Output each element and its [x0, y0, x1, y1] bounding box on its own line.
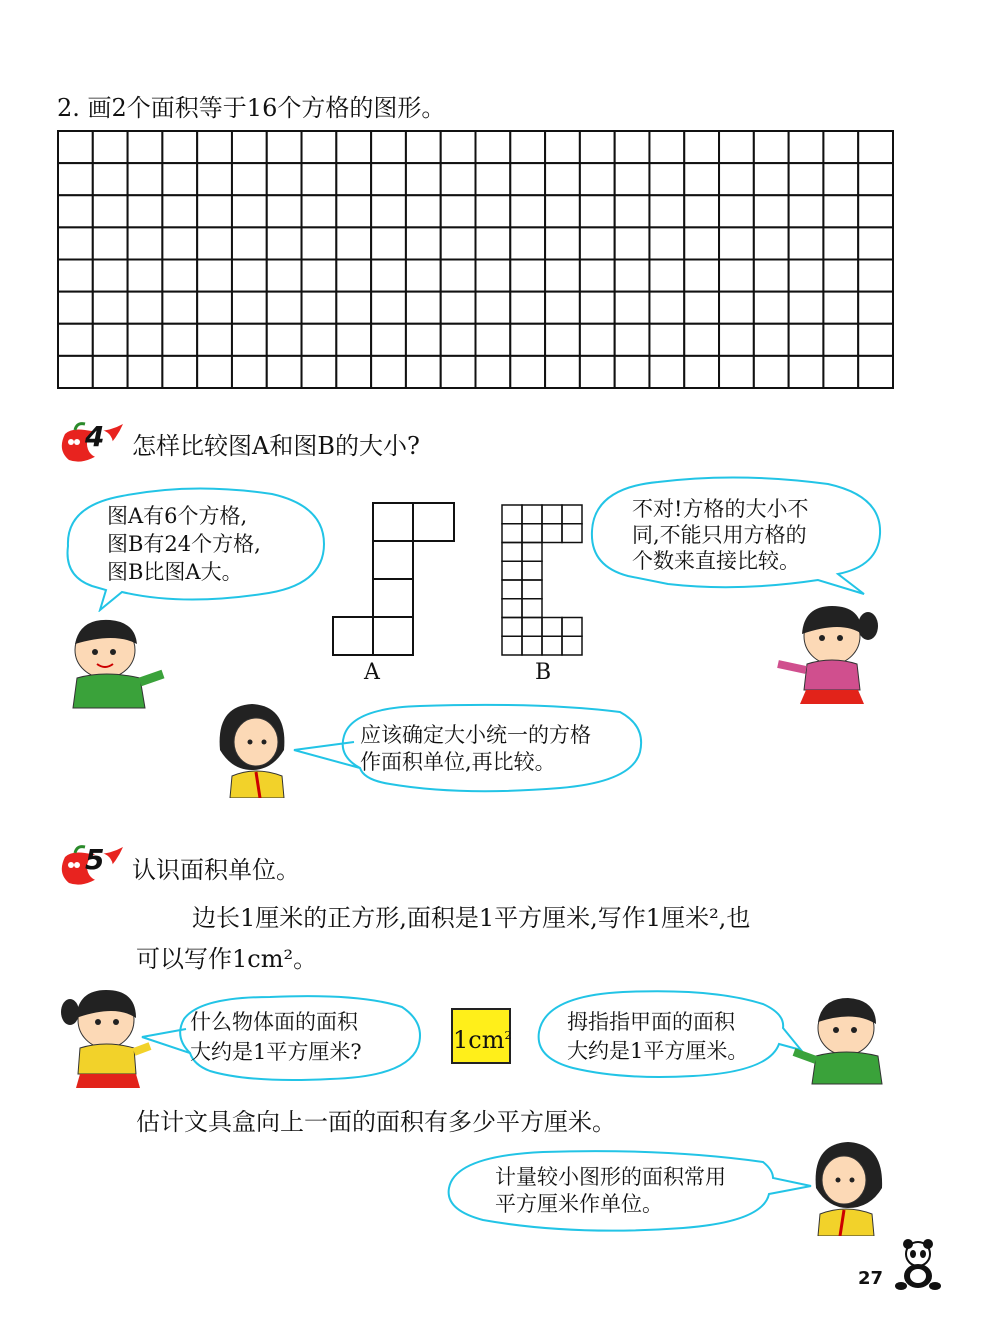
grid-cell[interactable]	[858, 195, 893, 227]
grid-cell[interactable]	[197, 260, 232, 292]
grid-cell[interactable]	[162, 227, 197, 259]
grid-cell[interactable]	[58, 356, 93, 388]
boy-speech-bubble	[62, 486, 328, 612]
boy-thumb-illustration	[788, 992, 898, 1087]
grid-cell[interactable]	[823, 356, 858, 388]
grid-cell[interactable]	[615, 163, 650, 195]
grid-cell[interactable]	[684, 292, 719, 324]
grid-cell[interactable]	[267, 260, 302, 292]
grid-cell[interactable]	[719, 356, 754, 388]
grid-cell[interactable]	[232, 163, 267, 195]
grid-cell[interactable]	[232, 260, 267, 292]
shape-b-cell	[522, 599, 542, 618]
grid-cell[interactable]	[336, 260, 371, 292]
grid-cell[interactable]	[789, 260, 824, 292]
grid-cell[interactable]	[789, 195, 824, 227]
grid-cell[interactable]	[232, 131, 267, 163]
grid-cell[interactable]	[649, 131, 684, 163]
girl-pointing-illustration	[58, 982, 153, 1092]
grid-cell[interactable]	[719, 163, 754, 195]
grid-cell[interactable]	[406, 260, 441, 292]
grid-cell[interactable]	[580, 195, 615, 227]
grid-cell[interactable]	[232, 356, 267, 388]
shape-b-cell	[562, 618, 582, 637]
section-4-title: 怎样比较图A和图B的大小?	[132, 432, 420, 460]
grid-cell[interactable]	[476, 292, 511, 324]
grid-cell[interactable]	[267, 292, 302, 324]
grid-cell[interactable]	[371, 260, 406, 292]
shape-b-cell	[562, 636, 582, 655]
grid-cell[interactable]	[162, 260, 197, 292]
grid-cell[interactable]	[371, 131, 406, 163]
grid-cell[interactable]	[510, 324, 545, 356]
panda-icon	[893, 1238, 943, 1292]
grid-cell[interactable]	[476, 227, 511, 259]
grid-cell[interactable]	[858, 260, 893, 292]
grid-cell[interactable]	[684, 227, 719, 259]
grid-cell[interactable]	[58, 324, 93, 356]
grid-cell[interactable]	[789, 356, 824, 388]
grid-cell[interactable]	[684, 324, 719, 356]
grid-cell[interactable]	[58, 195, 93, 227]
grid-cell[interactable]	[476, 356, 511, 388]
bubble-line: 同,不能只用方格的	[632, 523, 807, 547]
shape-b-cell	[562, 524, 582, 543]
grid-cell[interactable]	[754, 260, 789, 292]
grid-cell[interactable]	[406, 163, 441, 195]
bubble-line: 个数来直接比较。	[632, 549, 800, 573]
grid-cell[interactable]	[302, 131, 337, 163]
grid-cell[interactable]	[649, 356, 684, 388]
grid-cell[interactable]	[858, 292, 893, 324]
teacher-illustration	[808, 1138, 890, 1236]
grid-cell[interactable]	[476, 260, 511, 292]
shape-b	[500, 503, 586, 658]
grid-cell[interactable]	[406, 227, 441, 259]
boy-answer-bubble	[533, 988, 803, 1080]
exercise-2-title: 2. 画2个面积等于16个方格的图形。	[57, 94, 446, 122]
bubble-line: 图B比图A大。	[107, 560, 243, 584]
shape-b-cell	[562, 505, 582, 524]
grid-cell[interactable]	[684, 163, 719, 195]
grid-cell[interactable]	[93, 195, 128, 227]
shape-b-cell	[502, 580, 522, 599]
grid-cell[interactable]	[162, 195, 197, 227]
grid-cell[interactable]	[615, 260, 650, 292]
boy-pointing-illustration	[55, 612, 170, 712]
grid-cell[interactable]	[162, 163, 197, 195]
grid-cell[interactable]	[406, 292, 441, 324]
grid-cell[interactable]	[789, 163, 824, 195]
grid-cell[interactable]	[441, 324, 476, 356]
grid-cell[interactable]	[371, 195, 406, 227]
grid-cell[interactable]	[545, 131, 580, 163]
shape-b-cell	[542, 524, 562, 543]
grid-cell[interactable]	[58, 131, 93, 163]
grid-cell[interactable]	[302, 356, 337, 388]
grid-cell[interactable]	[406, 195, 441, 227]
shape-b-cell	[522, 636, 542, 655]
grid-cell[interactable]	[719, 324, 754, 356]
unit-value: 1cm	[453, 1026, 505, 1054]
grid-cell[interactable]	[197, 195, 232, 227]
grid-cell[interactable]	[754, 324, 789, 356]
shape-b-cell	[542, 505, 562, 524]
grid-cell[interactable]	[754, 292, 789, 324]
grid-cell[interactable]	[789, 227, 824, 259]
grid-cell[interactable]	[336, 227, 371, 259]
one-square-centimeter-box	[451, 1008, 511, 1064]
grid-cell[interactable]	[823, 195, 858, 227]
grid-cell[interactable]	[615, 227, 650, 259]
grid-cell[interactable]	[510, 131, 545, 163]
grid-cell[interactable]	[336, 195, 371, 227]
grid-cell[interactable]	[858, 324, 893, 356]
grid-cell[interactable]	[441, 227, 476, 259]
shape-b-cell	[542, 618, 562, 637]
grid-cell[interactable]	[302, 227, 337, 259]
grid-cell[interactable]	[510, 163, 545, 195]
grid-cell[interactable]	[754, 195, 789, 227]
grid-cell[interactable]	[197, 163, 232, 195]
grid-cell[interactable]	[510, 356, 545, 388]
bubble-line: 大约是1平方厘米?	[190, 1040, 362, 1064]
grid-cell[interactable]	[823, 131, 858, 163]
grid-cell[interactable]	[823, 163, 858, 195]
grid-cell[interactable]	[128, 195, 163, 227]
grid-cell[interactable]	[197, 356, 232, 388]
grid-cell[interactable]	[858, 356, 893, 388]
grid-cell[interactable]	[336, 324, 371, 356]
grid-cell[interactable]	[162, 131, 197, 163]
teacher-speech-bubble	[290, 702, 648, 794]
section-number: 5	[85, 843, 105, 876]
grid-cell[interactable]	[719, 292, 754, 324]
bubble-line: 计量较小图形的面积常用	[495, 1165, 726, 1189]
grid-cell[interactable]	[302, 163, 337, 195]
grid-cell[interactable]	[580, 356, 615, 388]
grid-cell[interactable]	[336, 131, 371, 163]
shape-b-cell	[522, 618, 542, 637]
bubble-line: 作面积单位,再比较。	[360, 750, 556, 774]
estimate-question: 估计文具盒向上一面的面积有多少平方厘米。	[136, 1108, 616, 1136]
section-number: 4	[85, 420, 105, 453]
grid-cell[interactable]	[58, 292, 93, 324]
grid-cell[interactable]	[649, 324, 684, 356]
grid-cell[interactable]	[754, 227, 789, 259]
grid-cell[interactable]	[267, 131, 302, 163]
grid-cell[interactable]	[789, 324, 824, 356]
grid-cell[interactable]	[545, 324, 580, 356]
shape-b-cell	[502, 524, 522, 543]
grid-cell[interactable]	[719, 260, 754, 292]
page-number: 27	[858, 1268, 884, 1289]
grid-cell[interactable]	[615, 356, 650, 388]
drawing-grid[interactable]	[57, 130, 894, 389]
grid-cell[interactable]	[510, 195, 545, 227]
shape-a-label: A	[364, 660, 380, 685]
grid-cell[interactable]	[545, 356, 580, 388]
grid-cell[interactable]	[128, 324, 163, 356]
section-5-title: 认识面积单位。	[132, 856, 300, 884]
grid-cell[interactable]	[858, 163, 893, 195]
girl-speech-bubble	[588, 476, 884, 596]
shape-b-cell	[522, 505, 542, 524]
grid-cell[interactable]	[371, 227, 406, 259]
grid-cell[interactable]	[371, 324, 406, 356]
grid-cell[interactable]	[232, 227, 267, 259]
grid-cell[interactable]	[302, 260, 337, 292]
grid-cell[interactable]	[476, 163, 511, 195]
grid-cell[interactable]	[406, 356, 441, 388]
grid-cell[interactable]	[232, 324, 267, 356]
grid-cell[interactable]	[649, 260, 684, 292]
grid-cell[interactable]	[580, 260, 615, 292]
grid-cell[interactable]	[336, 163, 371, 195]
grid-cell[interactable]	[684, 131, 719, 163]
grid-cell[interactable]	[510, 227, 545, 259]
grid-cell[interactable]	[128, 163, 163, 195]
grid-cell[interactable]	[441, 260, 476, 292]
grid-cell[interactable]	[684, 260, 719, 292]
shape-b-cell	[522, 524, 542, 543]
grid-cell[interactable]	[545, 292, 580, 324]
girl-question-bubble	[140, 993, 424, 1083]
grid-cell[interactable]	[615, 131, 650, 163]
shape-b-cell	[502, 561, 522, 580]
shape-b-cell	[502, 636, 522, 655]
shape-b-cell	[502, 505, 522, 524]
grid-cell[interactable]	[441, 163, 476, 195]
grid-cell[interactable]	[719, 195, 754, 227]
grid-cell[interactable]	[858, 227, 893, 259]
shape-b-cell	[502, 618, 522, 637]
shape-b-cell	[522, 580, 542, 599]
grid-cell[interactable]	[128, 227, 163, 259]
grid-cell[interactable]	[580, 292, 615, 324]
grid-cell[interactable]	[162, 292, 197, 324]
grid-cell[interactable]	[510, 260, 545, 292]
grid-cell[interactable]	[267, 227, 302, 259]
bubble-line: 图B有24个方格,	[107, 532, 261, 556]
grid-cell[interactable]	[510, 292, 545, 324]
grid-cell[interactable]	[441, 356, 476, 388]
grid-cell[interactable]	[93, 163, 128, 195]
bubble-line: 平方厘米作单位。	[495, 1192, 663, 1216]
grid-cell[interactable]	[371, 163, 406, 195]
shape-b-label: B	[535, 660, 552, 685]
grid-cell[interactable]	[162, 356, 197, 388]
grid-cell[interactable]	[406, 324, 441, 356]
grid-cell[interactable]	[789, 131, 824, 163]
grid-cell[interactable]	[93, 356, 128, 388]
shape-b-cell	[542, 636, 562, 655]
grid-cell[interactable]	[823, 292, 858, 324]
grid-cell[interactable]	[719, 227, 754, 259]
grid-cell[interactable]	[441, 131, 476, 163]
grid-cell[interactable]	[267, 356, 302, 388]
grid-cell[interactable]	[128, 292, 163, 324]
grid-cell[interactable]	[267, 163, 302, 195]
grid-cell[interactable]	[719, 131, 754, 163]
paragraph-line-2: 可以写作1cm²。	[136, 945, 318, 973]
grid-cell[interactable]	[649, 163, 684, 195]
teacher-illustration	[212, 700, 292, 798]
grid-cell[interactable]	[93, 260, 128, 292]
grid-cell[interactable]	[615, 292, 650, 324]
grid-cell[interactable]	[58, 227, 93, 259]
grid-cell[interactable]	[684, 356, 719, 388]
grid-cell[interactable]	[476, 195, 511, 227]
grid-cell[interactable]	[441, 195, 476, 227]
grid-cell[interactable]	[580, 227, 615, 259]
grid-cell[interactable]	[336, 356, 371, 388]
shape-b-cell	[502, 599, 522, 618]
grid-cell[interactable]	[232, 195, 267, 227]
grid-cell[interactable]	[754, 356, 789, 388]
grid-cell[interactable]	[580, 163, 615, 195]
grid-cell[interactable]	[823, 227, 858, 259]
grid-cell[interactable]	[197, 227, 232, 259]
teacher-conclusion-bubble	[443, 1148, 813, 1234]
grid-cell[interactable]	[823, 260, 858, 292]
grid-cell[interactable]	[302, 324, 337, 356]
grid-cell[interactable]	[649, 292, 684, 324]
grid-cell[interactable]	[371, 356, 406, 388]
grid-cell[interactable]	[197, 292, 232, 324]
shape-a	[330, 500, 460, 660]
grid-cell[interactable]	[232, 292, 267, 324]
bubble-line: 什么物体面的面积	[190, 1010, 358, 1034]
grid-cell[interactable]	[545, 163, 580, 195]
grid-cell[interactable]	[128, 260, 163, 292]
grid-cell[interactable]	[162, 324, 197, 356]
bubble-line: 拇指指甲面的面积	[567, 1010, 735, 1034]
grid-cell[interactable]	[615, 324, 650, 356]
grid-cell[interactable]	[580, 131, 615, 163]
grid-cell[interactable]	[267, 195, 302, 227]
grid-cell[interactable]	[754, 131, 789, 163]
grid-cell[interactable]	[649, 195, 684, 227]
grid-cell[interactable]	[93, 292, 128, 324]
grid-cell[interactable]	[649, 227, 684, 259]
grid-cell[interactable]	[580, 324, 615, 356]
shape-b-cell	[502, 543, 522, 562]
grid-cell[interactable]	[302, 195, 337, 227]
grid-cell[interactable]	[858, 131, 893, 163]
grid-cell[interactable]	[476, 131, 511, 163]
grid-cell[interactable]	[93, 227, 128, 259]
bubble-line: 不对!方格的大小不	[632, 497, 809, 521]
grid-cell[interactable]	[302, 292, 337, 324]
shape-b-cell	[522, 561, 542, 580]
grid-cell[interactable]	[406, 131, 441, 163]
grid-cell[interactable]	[93, 324, 128, 356]
grid-cell[interactable]	[58, 260, 93, 292]
grid-cell[interactable]	[197, 131, 232, 163]
grid-cell[interactable]	[58, 163, 93, 195]
unit-superscript: 2	[504, 1029, 512, 1042]
paragraph-line-1: 边长1厘米的正方形,面积是1平方厘米,写作1厘米²,也	[192, 904, 751, 932]
grid-cell[interactable]	[128, 356, 163, 388]
shape-b-cell	[522, 543, 542, 562]
grid-cell[interactable]	[267, 324, 302, 356]
grid-cell[interactable]	[754, 163, 789, 195]
grid-cell[interactable]	[545, 227, 580, 259]
grid-cell[interactable]	[545, 260, 580, 292]
girl-gesturing-illustration	[772, 598, 892, 710]
grid-cell[interactable]	[615, 195, 650, 227]
grid-cell[interactable]	[93, 131, 128, 163]
grid-cell[interactable]	[823, 324, 858, 356]
bubble-line: 大约是1平方厘米。	[567, 1039, 749, 1063]
grid-cell[interactable]	[476, 324, 511, 356]
grid-cell[interactable]	[789, 292, 824, 324]
grid-cell[interactable]	[336, 292, 371, 324]
grid-cell[interactable]	[545, 195, 580, 227]
grid-cell[interactable]	[684, 195, 719, 227]
bubble-line: 应该确定大小统一的方格	[360, 723, 591, 747]
grid-cell[interactable]	[441, 292, 476, 324]
grid-cell[interactable]	[128, 131, 163, 163]
section-5-badge	[55, 843, 123, 887]
grid-cell[interactable]	[197, 324, 232, 356]
bubble-line: 图A有6个方格,	[107, 504, 248, 528]
grid-cell[interactable]	[371, 292, 406, 324]
section-4-badge	[55, 420, 123, 464]
